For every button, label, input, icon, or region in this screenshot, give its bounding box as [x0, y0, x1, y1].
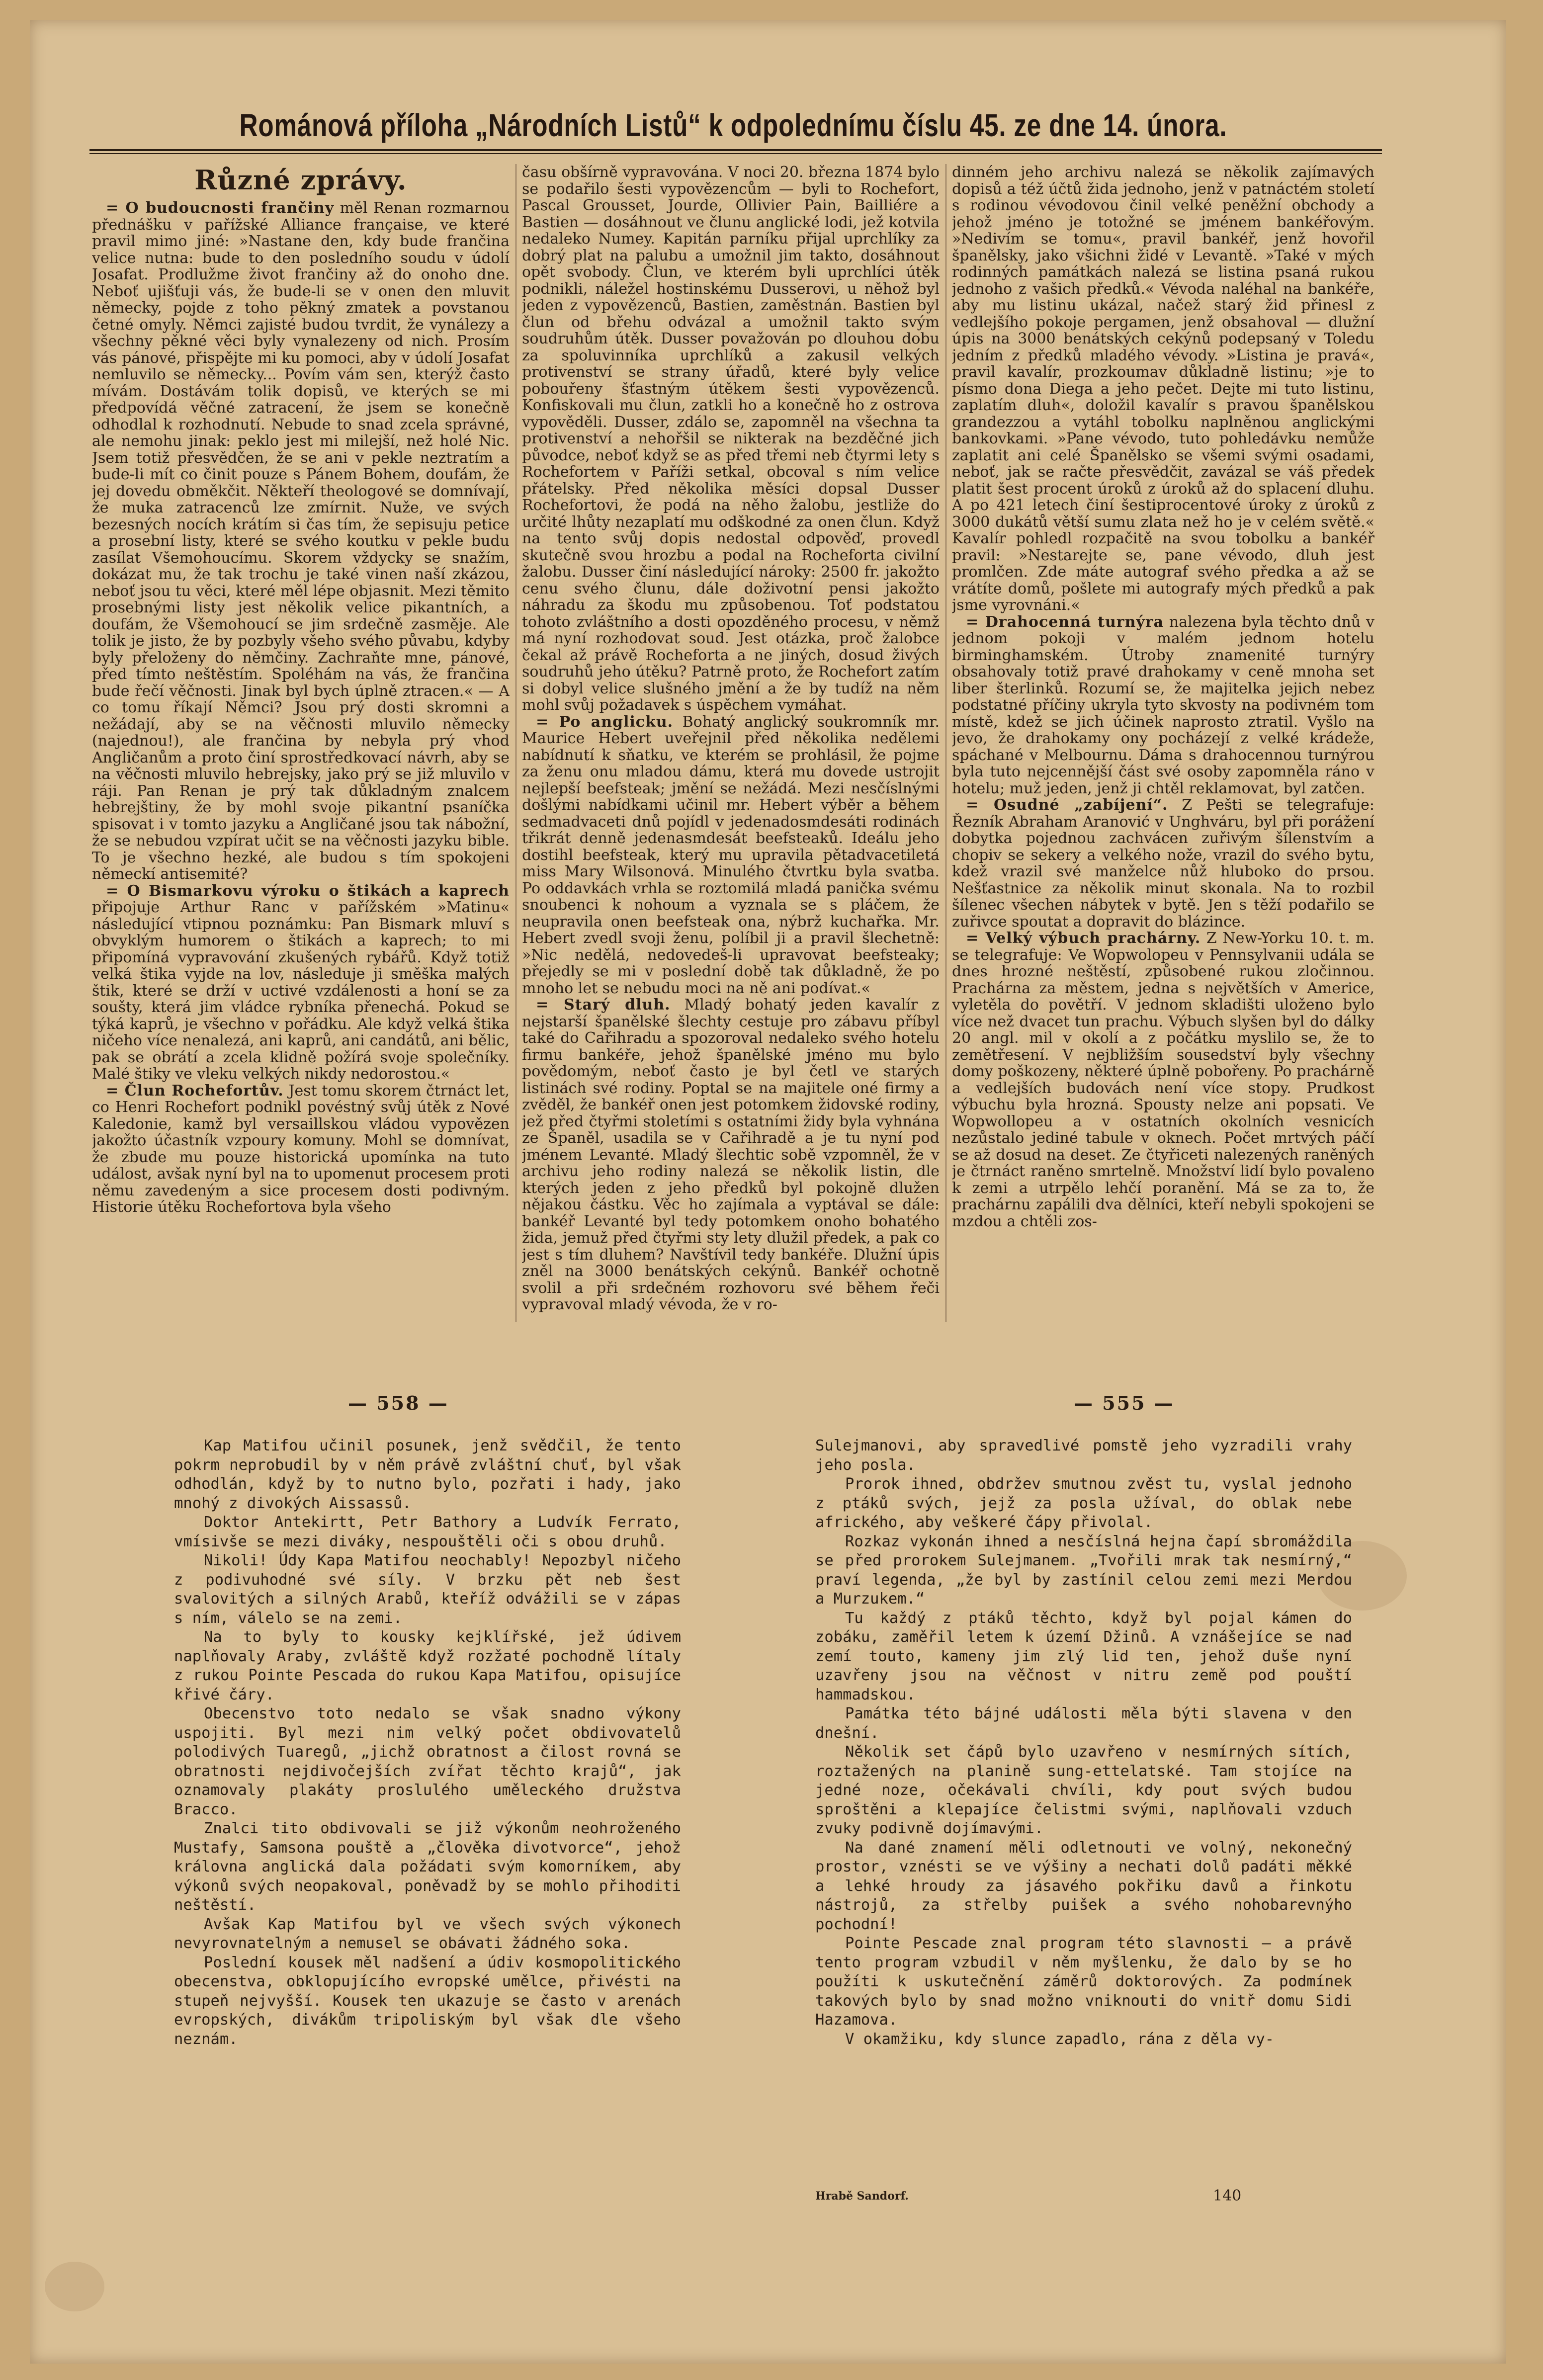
news-text: času obšírně vypravována. V noci 20. března 1874 bylo se podařilo šesti vypovězencům — byli to Rochefort, Pascal Grousset, Jourde, Ollivier Pain, Bailliére a Bastien — dosáhnout ve člunu anglické lodi, jež kotvila nedaleko Numey. Kapitán parníku přijal uprchlíky za dobrý plat na palubu a umožnil jim takto, dosáhnout opět svobody. Člun, ve kterém byli uprchlíci útěk podnikli, náležel hostinskému Dusserovi, u něhož byl jeden z vypovězenců, Bastien, zaměstnán. Bastien byl člun od břehu odvázal a umožnil takto svým soudruhům útěk. Dusser považován po dlouhou dobu za spoluvinníka uprchlíků a zakusil velkých protivenství se strany úřadů, které byly velice pobouřeny šťastným útěkem šesti vypovězenců. Konfiskovali mu člun, zatkli ho a konečně ho z ostrova vypověděli. Dusser, zdálo se, zapomněl na všechna ta protivenství a nehořšil se nikterak na bezděčné jich původce, neboť když se as před třemi neb čtyrmi lety s Rochefortem v Paříži setkal, obcoval s ním velice přátelsky. Před několika měsíci dopsal Dusser Rochefortovi, že podá na něho žalobu, jestliže do určité lhůty nezaplatí mu odškodné za onen člun. Když na tento svůj dopis nedostal odpověď, provedl skutečně svou hrozbu a podal na Rocheforta civilní žalobu. Dusser činí následující nároky: 2500 fr. jakožto cenu svého člunu, dále doživotní pensi jakožto náhradu za škodu mu způsobenou. Toť podstatou tohoto zvláštního a dosti opozděného procesu, v němž má nyní rozhodovat soud. Jest otázka, proč žalobce čekal až právě Rocheforta a ne jiných, dosud živých soudruhů jeho útěku? Patrně proto, že Rochefort zatím si dobyl velice slušného jmění a že by tudíž na něm mohl svůj požadavek s úspěchem vymáhat.	[522, 164, 940, 714]
news-text: Z New-Yorku 10. t. m. se telegrafuje: Ve Wopwolopeu v Pennsylvanii udála se dnes hrozné neštěstí, způsobené rukou zločinnou. Prachárna za městem, jedna s největších v Americe, vyletěla do povětří. V jednom skladišti uloženo bylo více než dvacet tun prachu. Výbuch slyšen byl do dálky 20 angl. mil v okolí a z počátku myslilo se, že to zemětřesení. V nejbližším sousedství byly všechny domy poškozeny, některé úplně pobořeny. Po prachárně a vedlejších budovách není více stopy. Prudkost výbuchu byla hrozná. Spousty nelze ani popsati. Ve Wopwollopeu a v ostatních okolních vesnicích nezůstalo jediné tabule v oknech. Počet mrtvých páčí se až dosud na deset. Ze čtyřiceti nalezených raněných je čtrnáct raněno smrtelně. Množství lidí bylo povaleno k zemi a utrpělo lehčí poranění. Má se za to, že prachárnu zapálili dva dělníci, kteří nebyli spokojeni se mzdou a chtěli zos-	[952, 930, 1374, 1230]
news-text: Z Pešti se telegrafuje: Řezník Abraham Aranović v Unghváru, byl při porážení dobytka pojednou zachvácen zuřivým šílenstvím a chopiv se sekery a velkého nože, vrazil do svého bytu, kdež vrazil své manželce nůž hluboko do prsou. Nešťastnice za několik minut skonala. Na to rozbil šílenec všechen nábytek v bytě. Jen s těží podařilo se zuřivce spoutat a dopravit do blázince.	[952, 796, 1374, 931]
news-paragraph	[522, 714, 940, 997]
news-headline: = Člun Rochefortův.	[106, 1082, 284, 1100]
novel-paragraph: Doktor Antekirtt, Petr Bathory a Ludvík Ferrato, vmísivše se mezi diváky, nespouštěli oči s obou druhů.	[174, 1514, 681, 1550]
news-paragraph	[952, 797, 1374, 930]
news-headline: = Velký výbuch prachárny.	[966, 930, 1201, 947]
page-number-right: — 555 —	[1074, 1392, 1175, 1414]
page-number-left: — 558 —	[348, 1392, 449, 1414]
novel-paragraph: Nikoli! Údy Kapa Matifou neochably! Nepozbyl ničeho z podivuhodné své síly. V brzku pět neb šest svalovitých a silných Arabů, kteříž odvážili se v zápas s ním, válelo se na zemi.	[174, 1552, 681, 1627]
news-paragraph	[92, 200, 510, 883]
header-rule	[89, 149, 1382, 151]
news-items	[522, 164, 940, 1313]
news-items	[92, 200, 510, 1216]
news-text: nalezena byla těchto dnů v jednom pokoji v malém jednom hotelu birminghamském. Útroby znamenité turnýry obsahovaly totiž pravé drahokamy v ceně mnoha set liber šterlinků. Rozumí se, že majitelka jejich nebez podstatné příčiny ukryla tyto skvosty na podivném tom místě, kdež se jich účinek naprosto ztratil. Vyšlo na jevo, že drahokamy ony pocházejí z velké krádeže, spáchané v Melbournu. Dáma s drahocennou turnýrou byla tuto nejcennější část své osoby zapomněla ráno v hotelu; muž jeden, jenž ji chtěl reklamovat, byl zatčen.	[952, 613, 1374, 797]
column-separator	[945, 164, 946, 1322]
news-text: Bohatý anglický soukromník mr. Maurice Hebert uveřejnil před několika nedělemi nabídnutí k sňatku, ve kterém se prohlásil, že pojme za ženu onu mladou dámu, která mu dovede ustrojit nejlepší beefsteak; jmění se nežádá. Mezi nesčíslnými došlými nabídkami učinil mr. Hebert výběr a během sedmadvaceti dnů pojídl v jedenadosmdesáti rodinách třikrát denně jedenasmdesát beefsteaků. Ideálu jeho dostihl beefsteak, který mu upravila pětadvacetiletá miss Mary Wilsonová. Minulého čtvrtku byla svatba. Po oddavkách vrhla se roztomilá mladá panička svému snoubenci k nohoum a vyznala se s pláčem, že neupravila onen beefsteak ona, nýbrž kuchařka. Mr. Hebert zvedl svoji ženu, políbil ji a pravil šlechetně: »Nic nedělá, nedovedeš-li upravovat beefsteaky; přejedly se mi v poslední době tak důkladně, že po mnoho let se nebudu moci na ně ani podívat.«	[522, 713, 940, 997]
novel-paragraph: Na dané znamení měli odletnouti ve volný, nekonečný prostor, vznésti se ve výšiny a nechati dolů padáti měkké a lehké hroudy za jásavého pokřiku davů a řinkotu nástrojů, za střelby puišek a svého nohobarevnýho pochodní!	[815, 1839, 1352, 1933]
novel-paragraph: Rozkaz vykonán ihned a nesčíslná hejna čapí sbromáždila se před prorokem Sulejmanem. „Tvořili mrak tak nesmírný,“ praví legenda, „že byl by zastínil celou zemi mezi Merdou a Murzukem.“	[815, 1532, 1352, 1608]
news-text: Jest tomu skorem čtrnáct let, co Henri Rochefort podnikl povéstný svůj útěk z Nové Kaledonie, kamž byl versaillskou vládou vypovězen jakožto účastník vzpoury komuny. Mohl se domnívat, že zbude mu pouze historická upomínka na tuto událost, avšak nyní byl na to upomenut procesem proti němu zavedeným a sice procesem dosti podivným. Historie útěku Rochefortova byla všeho	[92, 1082, 510, 1216]
novel-paragraph: Poslední kousek měl nadšení a údiv kosmopolitického obecenstva, obklopujícího evropské umělce, přivésti na stupeň nejvyšší. Kousek ten ukazuje se často v arenách evropských, divákům tripoliským byl však dle všeho neznám.	[174, 1954, 681, 2048]
news-paragraph	[952, 930, 1374, 1230]
news-paragraph	[522, 164, 940, 714]
news-paragraph	[952, 164, 1374, 614]
paper-stain	[45, 2262, 104, 2311]
novel-paragraph: Tu každý z ptáků těchto, když byl pojal kámen do zobáku, zaměřil letem k území Džinů. A vznášejíce se nad zemí touto, kameny jim zlý lid ten, jehož duše nyní uzavřeny jsou na věčnost v nitru země pod pouští hammadskou.	[815, 1609, 1352, 1703]
news-paragraph	[92, 1083, 510, 1216]
supplement-header: Románová příloha „Národních Listů“ k odpolednímu číslu 45. ze dne 14. února.	[239, 107, 1227, 143]
novel-paragraph: Kap Matifou učinil posunek, jenž svědčil, že tento pokrm neprobudil by v něm právě zvláštní chuť, byl však odhodlán, když by to nutno bylo, pozřati i hady, jako mnohý z divokých Aissassů.	[174, 1437, 681, 1512]
news-column-1	[92, 164, 510, 1327]
header-rule-thin	[89, 153, 1382, 154]
novel-paragraph: Na to byly to kousky kejklířské, jež údivem naplňovaly Araby, zvláště když rozžaté pochodně lítaly z rukou Pointe Pescada do rukou Kapa Matifou, opisujíce křivé čáry.	[174, 1628, 681, 1703]
sheet-number: 140	[1213, 2187, 1242, 2205]
news-text: měl Renan rozmarnou přednášku v pařížské Alliance française, ve které pravil mimo jiné: »Nastane den, kdy bude frančina velice nutna: bude to den posledního soudu v údolí Josafat. Prodlužme život frančiny až do onoho dne. Neboť ujišťuji vás, že bude-li se v onen den mluvit německy, pojde z toho pěkný zmatek a povstanou četné omyly. Němci zajisté budou tvrdit, že vynálezy a všechny pěkné věci byly vynalezeny od nich. Prosím vás pánové, přispějte mi ku pomoci, aby v údolí Josafat nemluvilo se německy... Povím vám sen, kterýž často mívám. Dostávám tolik dopisů, ve kterých se mi předpovídá věčné zatracení, že jsem se konečně odhodlal k rozhodnutí. Nebude to snad zcela správné, ale nemohu jinak: peklo jest mi milejší, než holé Nic. Jsem totiž přesvědčen, že se ani v pekle neztratím a bude-li mít co činit pouze s Pánem Bohem, doufám, že jej dovedu obměkčit. Někteří theologové se domnívají, že muka zatracenců lze zmírnit. Nuže, ve svých bezesných nocích krátím si čas tím, že sepisuju petice a prosební listy, které se svého koutku v pekle budu zasílat Všemohoucímu. Skorem vždycky se snažím, dokázat mu, že tak trochu je také vinen naší zkázou, neboť jsou tu věci, které měl lépe objasnit. Mezi těmito prosebnými listy jest několik velice pikantních, a doufám, že Všemohoucí se jim srdečně zasměje. Ale tolik je jisto, že by pozbyly všeho svého půvabu, kdyby byly přeloženy do němčiny. Zachraňte mne, pánové, před tímto neštěstím. Spoléhám na vás, že frančina bude řečí věčnosti. Jinak byl bych úplně ztracen.« — A co tomu říkají Němci? Jsou prý dosti skromni a nežádají, aby se na věčnosti mluvilo německy (najednou!), ale frančina by nebyla prý vhod Angličanům a proto činí sprostředkovací návrh, aby se na věčnosti mluvilo hebrejsky, jako prý se již mluvilo v ráji. Pan Renan je prý tak důkladným znalcem hebrejštiny, že by mohl svoje pikantní psaníčka spisovat i v tomto jazyku a Angličané jsou tak nábožní, že se nebudou vzpírat učit se na věčnosti jazyku bible. To je všechno hezké, ale budou s tím spokojeni německí antisemité?	[92, 199, 510, 883]
novel-title-footer: Hrabě Sandorf.	[815, 2190, 909, 2203]
news-text: připojuje Arthur Ranc v pařížském »Matinu« následující vtipnou poznámku: Pan Bismark mluví s obvyklým humorem o štikách a kaprech; to mi připomíná vypravování zkušených rybářů. Když totiž velká štika vyjde na lov, následuje ji směška malých štik, které se drží v uctivé vzdálenosti a honí se za soušty, která jim vládce rybníka přenechá. Pokud se týká kaprů, je všechno v pořádku. Ale když velká štika ničeho více nenalezá, ani kaprů, ani candátů, ani bělic, pak se obrátí a zcela klidně požírá svoje společníky. Malé štiky ve vleku velkých nikdy nedorostou.«	[92, 899, 510, 1083]
news-items	[952, 164, 1374, 1230]
news-headline: = O budoucnosti frančiny	[106, 199, 335, 217]
news-headline: = Osudné „zabíjení“.	[966, 796, 1168, 814]
novel-paragraph: Památka této bájné události měla býti slavena v den dnešní.	[815, 1705, 1352, 1742]
novel-paragraph: Znalci tito obdivovali se již výkonům neohroženého Mustafy, Samsona pouště a „člověka divotvorce“, jehož královna anglická dala požádati svým komorníkem, aby výkonů svých neopakoval, poněvadž by se mohlo přihoditi neštěstí.	[174, 1820, 681, 1914]
news-text: dinném jeho archivu nalezá se několik zajímavých dopisů a též účtů žida jednoho, jenž v patnáctém století s rodinou vévodovou činil velké peněžní obchody a jehož jméno je totožné se jménem bankéřovým. »Nedivím se tomu«, pravil bankéř, jenž hovořil španělsky, jako všichni židé v Levantě. »Také v mých rodinných památkách nalezá se listina psaná rukou jednoho z vašich předků.« Vévoda naléhal na bankéře, aby mu listinu ukázal, načež starý žid přinesl z vedlejšího pokoje pergamen, jenž obsahoval — dlužní úpis na 3000 benátských cekýnů podepsaný v Toledu jedním z předků mladého vévody. »Listina je pravá«, pravil kavalír, prozkoumav důkladně listinu; »je to písmo dona Diega a jeho pečet. Dejte mi tuto listinu, zaplatím dluh«, doložil kavalír s pravou španělskou grandezzou a vytáhl tobolku naplněnou anglickými bankovkami. »Pane vévodo, tuto pohledávku nemůže zaplatit ani celé Španělsko se všemi svými osadami, neboť, jak se račte přesvědčit, zavázal se váš předek platit šest procent úroků z úroků až do splacení dluhu. A po 421 letech činí šestiprocentové úroky z úroků z 3000 dukátů větší sumu zlata než ho je v celém světě.« Kavalír pohledl rozpačitě na svou tobolku a bankéř pravil: »Nestarejte se, pane vévodo, dluh jest promlčen. Zde máte autograf svého předka a až se vrátíte domů, pošlete mi autografy mých předků a pak jsme vyrovnáni.«	[952, 164, 1374, 614]
news-headline: = Po anglicku.	[536, 713, 674, 731]
news-paragraph	[92, 883, 510, 1083]
novel-paragraph: Několik set čápů bylo uzavřeno v nesmírných sítích, roztažených na planině sung-ettelatské. Tam stojíce na jedné noze, očekávali chvíli, kdy pout svých budou sproštěni a klepajíce čelistmi svými, naplňovali vzduch zvuky podivně dojímavými.	[815, 1743, 1352, 1837]
novel-column-left	[174, 1437, 681, 2152]
column-separator	[515, 164, 516, 1322]
news-headline: = Drahocenná turnýra	[966, 613, 1164, 631]
news-paragraph	[952, 614, 1374, 797]
novel-paragraph: Pointe Pescade znal program této slavnosti — a právě tento program vzbudil v něm myšlenku, že dalo by se ho použíti k uskutečnění záměrů doktorových. Za podmínek takových bylo by snad možno vniknouti do vnitř domu Sidi Hazamova.	[815, 1935, 1352, 2029]
novel-paragraph: Sulejmanovi, aby spravedlivé pomstě jeho vyzradili vrahy jeho posla.	[815, 1437, 1352, 1474]
section-title: Různé zprávy.	[194, 164, 407, 196]
novel-paragraph: Prorok ihned, obdržev smutnou zvěst tu, vyslal jednoho z ptáků svých, jejž za posla užíval, do oblak nebe afrického, aby veškeré čápy přivolal.	[815, 1475, 1352, 1531]
novel-paragraph: V okamžiku, kdy slunce zapadlo, rána z děla vy-	[845, 2030, 1275, 2048]
novel-paragraph: Avšak Kap Matifou byl ve všech svých výkonech nevyrovnatelným a nemusel se obávati žádného soka.	[174, 1915, 681, 1952]
news-text: Mladý bohatý jeden kavalír z nejstarší španělské šlechty cestuje pro zábavu příbyl také do Cařihradu a spozoroval nedaleko svého hotelu firmu bankéře, jehož španělské jméno mu bylo povědomým, neboť často je byl četl ve starých listinách své rodiny. Poptal se na majitele oné firmy a zvěděl, že bankéř onen jest potomkem židovské rodiny, jež před čtyřmi stoletími s ostatními židy byla vyhnána ze Španěl, usadila se v Cařihradě a je tu nyní pod jménem Levanté. Mladý šlechtic sobě vzpomněl, že v archivu jeho rodiny nalezá se několik listin, dle kterých jeden z jeho předků byl pokojně dlužen nějakou částku. Věc ho zajímala a vyptával se dále: bankéř Levanté byl tedy potomkem onoho bohatého žida, jemuž před čtyřmi sty lety dlužil předek, a pak co jest s tím dluhem? Navštívil tedy bankéře. Dlužní úpis zněl na 3000 benátských cekýnů. Bankéř ochotně svolil a při srdečném rozhovoru své během řeči vypravoval mladý vévoda, že v ro-	[522, 996, 940, 1313]
novel-column-right	[815, 1437, 1352, 2152]
news-column-2	[522, 164, 940, 1327]
news-paragraph	[522, 997, 940, 1313]
news-column-3	[952, 164, 1374, 1327]
news-headline: = Starý dluh.	[536, 996, 671, 1014]
novel-paragraph: Obecenstvo toto nedalo se však snadno výkony uspojiti. Byl mezi nim velký počet obdivovatelů polodivých Tuaregů, „jichž obratnost a čilost rovná se obratnosti nejdivočejších zvířat těchto krajů“, jak oznamovaly plakáty proslulého uměleckého družstva Bracco.	[174, 1705, 681, 1818]
news-headline: = O Bismarkovu výroku o štikách a kaprech	[106, 882, 510, 900]
